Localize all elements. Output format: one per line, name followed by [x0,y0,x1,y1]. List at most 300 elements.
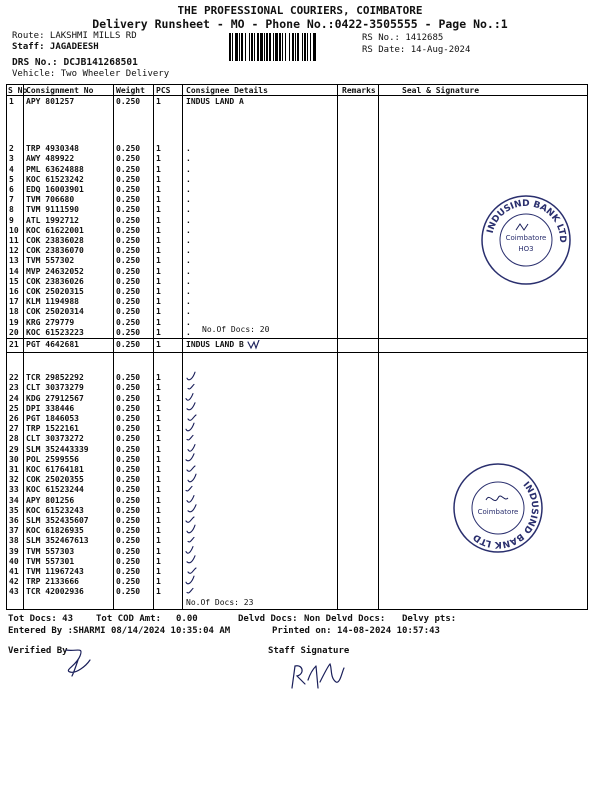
non-delivered-docs-label: Non Delvd Docs: [304,614,386,624]
barcode-bar [232,33,233,61]
row-consignment: APY 801257 [26,97,75,106]
row-sno: 26 [9,414,19,423]
entered-by: Entered By :SHARMI 08/14/2024 10:35:04 AM [8,626,231,636]
table-row [6,340,588,350]
total-docs: Tot Docs: 43 [8,614,74,624]
check-mark [188,384,194,389]
row-consignee: INDUS LAND A [186,97,244,106]
row-weight: 0.250 [116,97,141,106]
row-pcs: 1 [156,485,161,495]
barcode-bar [235,33,238,61]
table-row [6,328,588,338]
table-row [6,424,588,434]
svg-text:INDUSIND BANK LTD: INDUSIND BANK LTD [485,198,568,243]
row-pcs: 1 [156,287,161,296]
check-mark [188,474,196,482]
row-sno: 12 [9,246,19,256]
barcode-bar [249,33,250,61]
check-mark [186,454,194,461]
barcode-bar [289,33,290,61]
row-weight: 0.250 [116,495,141,505]
row-consignee: . [186,276,191,286]
check-mark [186,423,194,431]
row-sno: 32 [9,475,19,485]
row-sno: 28 [9,434,19,444]
row-consignment: SLM 352435607 [26,516,89,525]
row-consignment: TRP 1522161 [26,424,79,434]
row-sno: 23 [9,383,19,393]
check-mark [188,568,196,573]
row-weight: 0.250 [116,383,141,393]
row-pcs: 1 [156,195,161,205]
check-mark [186,486,192,491]
row-weight: 0.250 [116,307,141,317]
row-pcs: 1 [156,154,161,164]
row-weight: 0.250 [116,465,141,474]
row-pcs: 1 [156,225,161,235]
check-mark [186,517,194,522]
table-row [6,587,588,597]
svg-text:INDUSIND BANK LTD: INDUSIND BANK LTD [471,480,540,550]
row-sno: 37 [9,526,19,536]
row-consignment: DPI 338446 [26,403,75,413]
row-weight: 0.250 [116,144,141,154]
row-consignment: KOC 61523242 [26,174,84,184]
row-consignment: KOC 61523243 [26,505,84,515]
row-pcs: 1 [156,577,161,587]
row-pcs: 1 [156,327,161,337]
row-sno: 41 [9,567,19,576]
barcode-bar [264,33,265,61]
row-sno: 21 [9,340,19,349]
total-cod-label: Tot COD Amt: [96,614,162,624]
row-sno: 39 [9,546,19,556]
svg-text:HO3: HO3 [518,245,534,253]
table-row [6,297,588,307]
table-row [6,165,588,175]
row-consignee: . [186,327,191,337]
row-pcs: 1 [156,465,161,474]
row-weight: 0.250 [116,185,141,194]
group-a-bottom-border [6,338,588,339]
row-sno: 20 [9,327,19,337]
row-consignee: . [186,185,191,194]
row-sno: 35 [9,505,19,515]
table-row [6,144,588,154]
row-sno: 18 [9,307,19,317]
check-mark [188,445,195,452]
row-consignment: COK 23836026 [26,276,84,286]
row-weight: 0.250 [116,587,141,597]
row-consignee: . [186,236,191,245]
row-weight: 0.250 [116,424,141,434]
row-consignment: POL 2599556 [26,454,79,464]
group-a-docs-count: No.Of Docs: 20 [202,325,270,334]
row-consignment: PGT 4642681 [26,340,79,349]
table-row [6,307,588,317]
row-consignment: SLM 352443339 [26,444,89,454]
route-label: Route: LAKSHMI MILLS RD [12,31,137,41]
delivery-points-label: Delvy pts: [402,614,457,624]
row-sno: 5 [9,174,14,184]
runsheet-title: Delivery Runsheet - MO - Phone No.:0422-3505555 - Page No.:1 [92,17,508,31]
row-pcs: 1 [156,495,161,505]
row-weight: 0.250 [116,340,141,349]
table-row [6,414,588,424]
row-sno: 22 [9,373,19,383]
row-weight: 0.250 [116,174,141,184]
barcode-bar [260,33,263,61]
table-row [6,577,588,587]
row-pcs: 1 [156,276,161,286]
barcode-bar [251,33,253,61]
row-sno: 15 [9,276,19,286]
barcode-bar [282,33,283,61]
check-mark [187,372,195,380]
row-consignment: COK 25020315 [26,287,84,296]
row-weight: 0.250 [116,526,141,536]
row-consignee: . [186,317,191,327]
row-consignee: . [186,246,191,256]
row-pcs: 1 [156,144,161,154]
table-row [6,557,588,567]
barcode-bar [273,33,274,61]
row-consignment: TVM 557302 [26,256,75,266]
row-pcs: 1 [156,373,161,383]
row-weight: 0.250 [116,215,141,225]
row-pcs: 1 [156,97,161,106]
row-pcs: 1 [156,414,161,423]
row-weight: 0.250 [116,276,141,286]
bank-seal-stamp-bottom [452,462,544,554]
row-pcs: 1 [156,236,161,245]
table-row [6,175,588,185]
row-consignment: KOC 61622001 [26,225,84,235]
row-sno: 34 [9,495,19,505]
check-mark [186,394,193,401]
svg-text:Coimbatore: Coimbatore [505,234,547,242]
header-consignment: Consignment No [26,86,94,95]
row-consignment: PML 63624888 [26,164,84,174]
row-sno: 10 [9,225,19,235]
barcode-bar [304,33,306,61]
row-consignee: . [186,287,191,296]
row-consignee: INDUS LAND B [186,340,244,349]
barcode-image [229,33,353,61]
delivered-docs-label: Delvd Docs: [238,614,298,624]
table-row [6,394,588,404]
total-cod-value: 0.00 [176,614,198,624]
row-pcs: 1 [156,393,161,403]
row-weight: 0.250 [116,567,141,576]
header-consignee: Consignee Details [186,86,268,95]
barcode-bar [307,33,308,61]
row-pcs: 1 [156,215,161,225]
row-pcs: 1 [156,403,161,413]
row-weight: 0.250 [116,475,141,485]
barcode-bar [295,33,296,61]
row-consignment: AWY 489922 [26,154,75,164]
row-consignment: TCR 29852292 [26,373,84,383]
row-consignee: . [186,297,191,307]
row-sno: 11 [9,236,19,245]
row-pcs: 1 [156,174,161,184]
check-mark [187,403,195,410]
header-weight: Weight [116,86,145,95]
bank-seal-stamp-top [480,194,572,286]
row-consignment: KRG 279779 [26,317,75,327]
row-sno: 36 [9,516,19,525]
row-sno: 9 [9,215,14,225]
row-consignee: . [186,154,191,164]
row-sno: 2 [9,144,14,154]
company-title: THE PROFESSIONAL COURIERS, COIMBATORE [177,4,423,17]
check-mark [187,466,195,471]
row-consignment: KOC 61764181 [26,465,84,474]
row-pcs: 1 [156,164,161,174]
row-sno: 43 [9,587,19,597]
row-weight: 0.250 [116,505,141,515]
barcode-bar [239,33,240,61]
staff-signature [288,654,348,694]
check-mark [187,588,193,593]
table-row [6,318,588,328]
row-weight: 0.250 [116,297,141,307]
barcode-bar [302,33,303,61]
row-sno: 17 [9,297,19,307]
vehicle-label: Vehicle: Two Wheeler Delivery [12,69,170,79]
barcode-bar [229,33,231,61]
row-consignment: KOC 61523244 [26,485,84,495]
barcode-bar [257,33,259,61]
row-weight: 0.250 [116,536,141,546]
verified-by-label: Verified By [8,646,68,656]
row-consignment: TVM 11967243 [26,567,84,576]
barcode-bar [313,33,316,61]
row-consignment: COK 25020355 [26,475,84,485]
row-weight: 0.250 [116,164,141,174]
row-sno: 3 [9,154,14,164]
check-mark [186,576,194,584]
row-consignee: . [186,225,191,235]
check-mark [188,505,196,512]
row-consignment: PGT 1846053 [26,414,79,423]
row-weight: 0.250 [116,393,141,403]
row-consignee: . [186,215,191,225]
row-weight: 0.250 [116,434,141,444]
row-pcs: 1 [156,505,161,515]
table-bottom-border [6,609,588,610]
row-pcs: 1 [156,383,161,393]
row-pcs: 1 [156,246,161,256]
row-weight: 0.250 [116,225,141,235]
row-pcs: 1 [156,516,161,525]
row-sno: 42 [9,577,19,587]
row-pcs: 1 [156,307,161,317]
check-mark [187,435,193,440]
row-pcs: 1 [156,546,161,556]
barcode-bar [310,33,311,61]
row-consignee: . [186,174,191,184]
row-weight: 0.250 [116,577,141,587]
row-pcs: 1 [156,434,161,444]
rs-date: RS Date: 14-Aug-2024 [362,45,471,55]
row-consignment: MVP 24632052 [26,266,84,276]
row-consignment: EDQ 16003901 [26,185,84,194]
printed-on: Printed on: 14-08-2024 10:57:43 [272,626,440,636]
row-sno: 25 [9,403,19,413]
table-row [6,373,588,383]
row-pcs: 1 [156,266,161,276]
row-sno: 4 [9,164,14,174]
header-pcs: PCS [156,86,171,95]
row-consignee: . [186,307,191,317]
row-consignment: KLM 1194988 [26,297,79,307]
row-weight: 0.250 [116,287,141,296]
staff-label: Staff: JAGADEESH [12,42,99,52]
row-weight: 0.250 [116,205,141,215]
row-sno: 16 [9,287,19,296]
table-header-border [6,95,588,96]
rs-number: RS No.: 1412685 [362,33,444,43]
row-consignment: TRP 2133666 [26,577,79,587]
row-consignee: . [186,256,191,266]
row-weight: 0.250 [116,317,141,327]
row-pcs: 1 [156,424,161,434]
row-weight: 0.250 [116,327,141,337]
row-consignment: KOC 61826935 [26,526,84,536]
row-consignment: TVM 706680 [26,195,75,205]
header-remarks: Remarks [342,86,376,95]
barcode-bar [275,33,278,61]
row-pcs: 1 [156,454,161,464]
row-sno: 19 [9,317,19,327]
delivery-checkmarks [182,340,282,610]
row-consignment: APY 801256 [26,495,75,505]
row-weight: 0.250 [116,403,141,413]
barcode-bar [266,33,268,61]
group-b-docs-count: No.Of Docs: 23 [186,598,254,607]
check-mark [188,537,194,542]
row-weight: 0.250 [116,154,141,164]
row-weight: 0.250 [116,236,141,245]
row-pcs: 1 [156,475,161,485]
group-b-top-border [6,352,588,353]
check-mark [248,340,259,348]
row-weight: 0.250 [116,373,141,383]
row-pcs: 1 [156,256,161,266]
runsheet-table [6,84,588,610]
row-sno: 6 [9,185,14,194]
row-consignee: . [186,205,191,215]
row-weight: 0.250 [116,454,141,464]
row-weight: 0.250 [116,246,141,256]
row-pcs: 1 [156,587,161,597]
row-weight: 0.250 [116,266,141,276]
row-consignee: . [186,164,191,174]
row-consignee: . [186,266,191,276]
table-row [6,287,588,297]
row-consignment: ATL 1992712 [26,215,79,225]
row-consignment: COK 25020314 [26,307,84,317]
row-consignment: COK 23836028 [26,236,84,245]
row-consignment: TCR 42002936 [26,587,84,597]
row-pcs: 1 [156,536,161,546]
row-pcs: 1 [156,317,161,327]
row-sno: 8 [9,205,14,215]
row-weight: 0.250 [116,485,141,495]
drs-number: DRS No.: DCJB141268501 [12,57,138,68]
row-sno: 14 [9,266,19,276]
row-pcs: 1 [156,444,161,454]
check-mark [187,525,195,533]
row-consignment: CLT 30373279 [26,383,84,393]
verifier-signature [58,640,108,680]
check-mark [187,556,195,563]
row-sno: 13 [9,256,19,266]
barcode-bar [279,33,281,61]
row-weight: 0.250 [116,195,141,205]
row-sno: 29 [9,444,19,454]
table-row [6,445,588,455]
row-consignment: COK 23836070 [26,246,84,256]
row-pcs: 1 [156,297,161,307]
header-sno: S No [8,86,28,95]
row-pcs: 1 [156,205,161,215]
row-consignment: SLM 352467613 [26,536,89,546]
barcode-bar [269,33,271,61]
row-sno: 27 [9,424,19,434]
check-mark [188,415,196,420]
row-pcs: 1 [156,185,161,194]
barcode-bar [254,33,255,61]
barcode-bar [245,33,246,61]
row-sno: 40 [9,556,19,566]
row-sno: 30 [9,454,19,464]
barcode-bar [297,33,299,61]
row-sno: 7 [9,195,14,205]
staff-signature-label: Staff Signature [268,646,350,656]
check-mark [187,496,194,503]
row-weight: 0.250 [116,516,141,525]
row-consignment: TVM 9111590 [26,205,79,215]
row-weight: 0.250 [116,546,141,556]
row-weight: 0.250 [116,556,141,566]
table-row [6,434,588,444]
row-weight: 0.250 [116,414,141,423]
row-weight: 0.250 [116,444,141,454]
table-row [6,383,588,393]
row-pcs: 1 [156,567,161,576]
barcode-bar [241,33,243,61]
row-consignment: TRP 4930348 [26,144,79,154]
barcode-bar [292,33,294,61]
row-consignee: . [186,144,191,154]
svg-text:Coimbatore: Coimbatore [477,508,519,516]
check-mark [186,547,193,554]
table-row [6,154,588,164]
row-consignment: KDG 27912567 [26,393,84,403]
row-pcs: 1 [156,526,161,536]
row-pcs: 1 [156,556,161,566]
row-weight: 0.250 [116,256,141,266]
table-row [6,567,588,577]
row-sno: 31 [9,465,19,474]
row-consignment: TVM 557301 [26,556,75,566]
barcode-bar [285,33,286,61]
table-row [6,97,588,107]
row-sno: 33 [9,485,19,495]
